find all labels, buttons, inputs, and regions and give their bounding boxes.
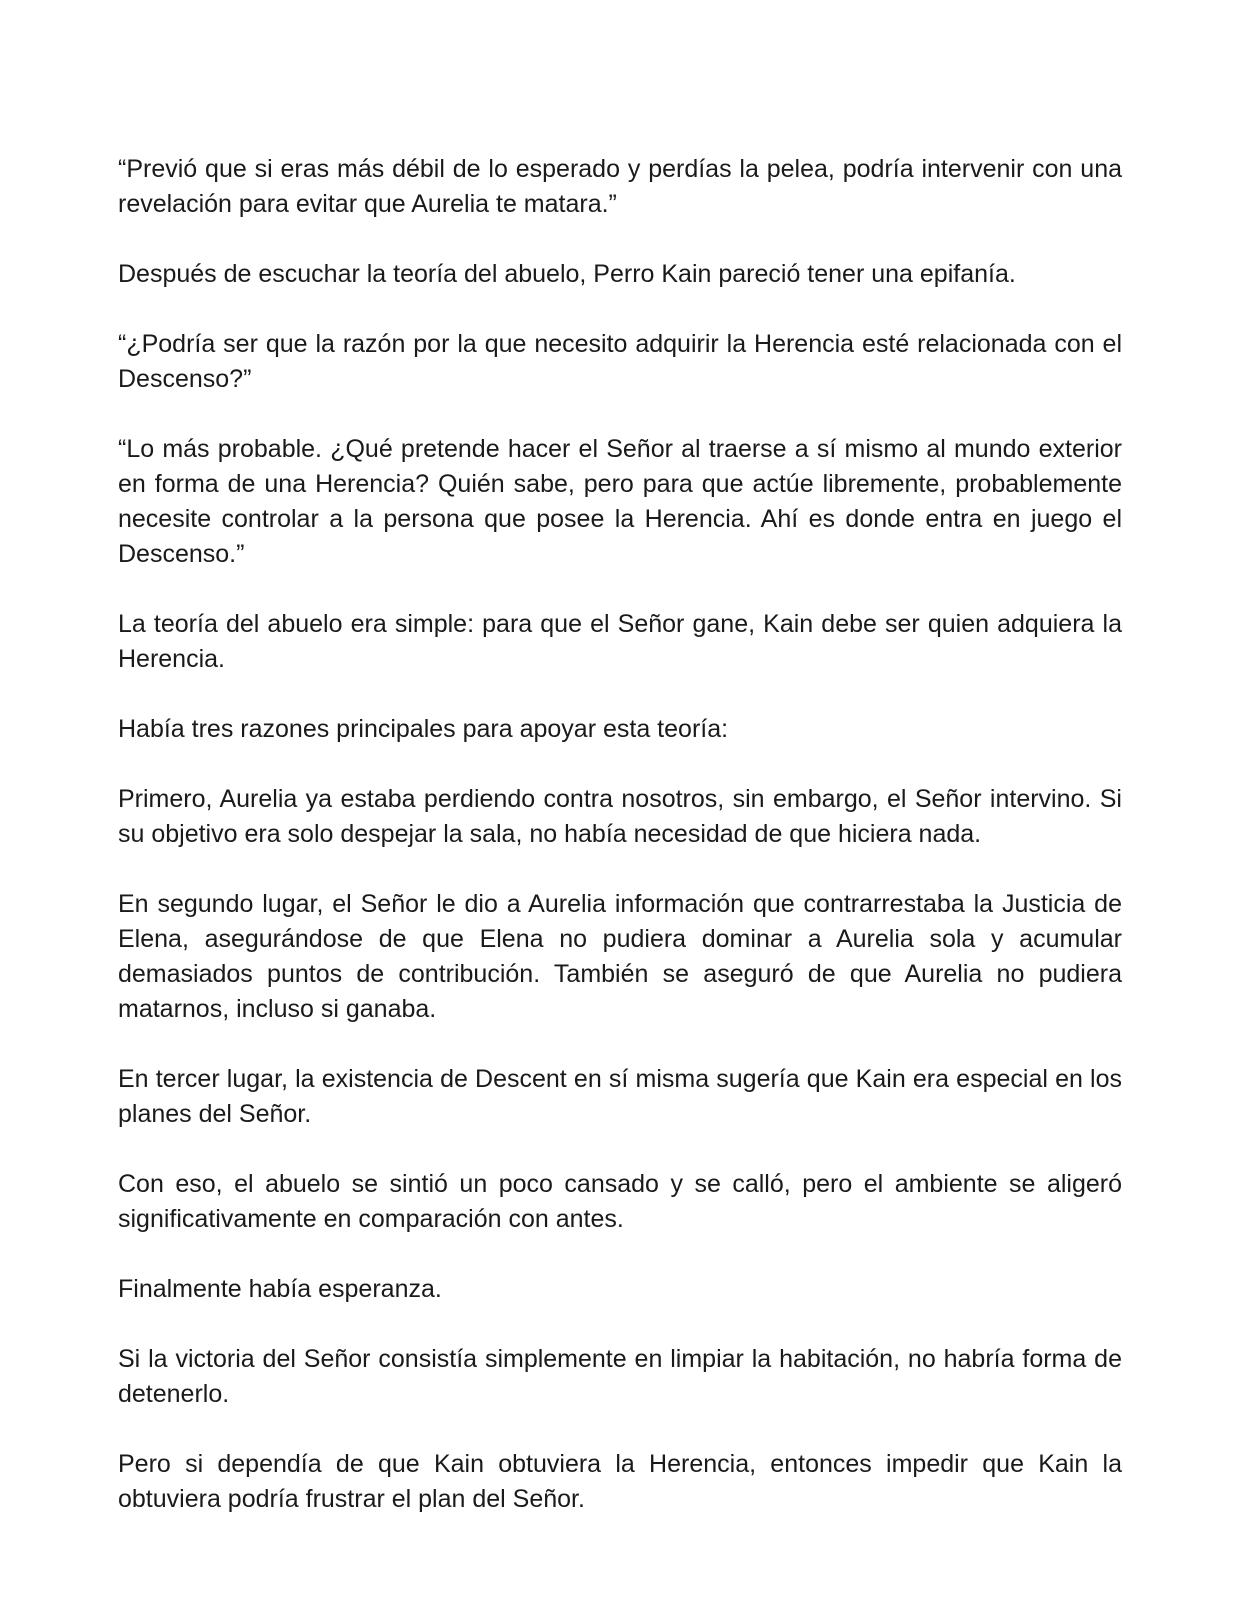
paragraph-1: “Previó que si eras más débil de lo esperado y perdías la pelea, podría intervenir con una revelación para evitar que Aurelia te matara.” — [118, 155, 1122, 218]
paragraph-2: Después de escuchar la teoría del abuelo, Perro Kain pareció tener una epifanía. — [118, 260, 1016, 288]
document-body — [118, 152, 1122, 1517]
paragraph-4: “Lo más probable. ¿Qué pretende hacer el Señor al traerse a sí mismo al mundo exterior en forma de una Herencia? Quién sabe, pero para que actúe libremente, probablemente necesite controlar a la persona que posee la Herencia. Ahí es donde entra en juego el Descenso.” — [118, 435, 1122, 568]
paragraph-7: Primero, Aurelia ya estaba perdiendo contra nosotros, sin embargo, el Señor intervino. Si su objetivo era solo despejar la sala, no había necesidad de que hiciera nada. — [118, 785, 1122, 848]
paragraph-13: Pero si dependía de que Kain obtuviera la Herencia, entonces impedir que Kain la obtuviera podría frustrar el plan del Señor. — [118, 1450, 1122, 1513]
paragraph-12: Si la victoria del Señor consistía simplemente en limpiar la habitación, no habría forma de detenerlo. — [118, 1345, 1122, 1408]
paragraph-11: Finalmente había esperanza. — [118, 1275, 442, 1303]
paragraph-5: La teoría del abuelo era simple: para que el Señor gane, Kain debe ser quien adquiera la Herencia. — [118, 610, 1122, 673]
paragraph-8: En segundo lugar, el Señor le dio a Aurelia información que contrarrestaba la Justicia de Elena, asegurándose de que Elena no pudiera dominar a Aurelia sola y acumular demasiados puntos de contribución. También se aseguró de que Aurelia no pudiera matarnos, incluso si ganaba. — [118, 890, 1122, 1023]
paragraph-9: En tercer lugar, la existencia de Descent en sí misma sugería que Kain era especial en los planes del Señor. — [118, 1065, 1122, 1128]
paragraph-3: “¿Podría ser que la razón por la que necesito adquirir la Herencia esté relacionada con el Descenso?” — [118, 330, 1122, 393]
paragraph-6: Había tres razones principales para apoyar esta teoría: — [118, 715, 729, 743]
paragraph-10: Con eso, el abuelo se sintió un poco cansado y se calló, pero el ambiente se aligeró significativamente en comparación con antes. — [118, 1170, 1122, 1233]
